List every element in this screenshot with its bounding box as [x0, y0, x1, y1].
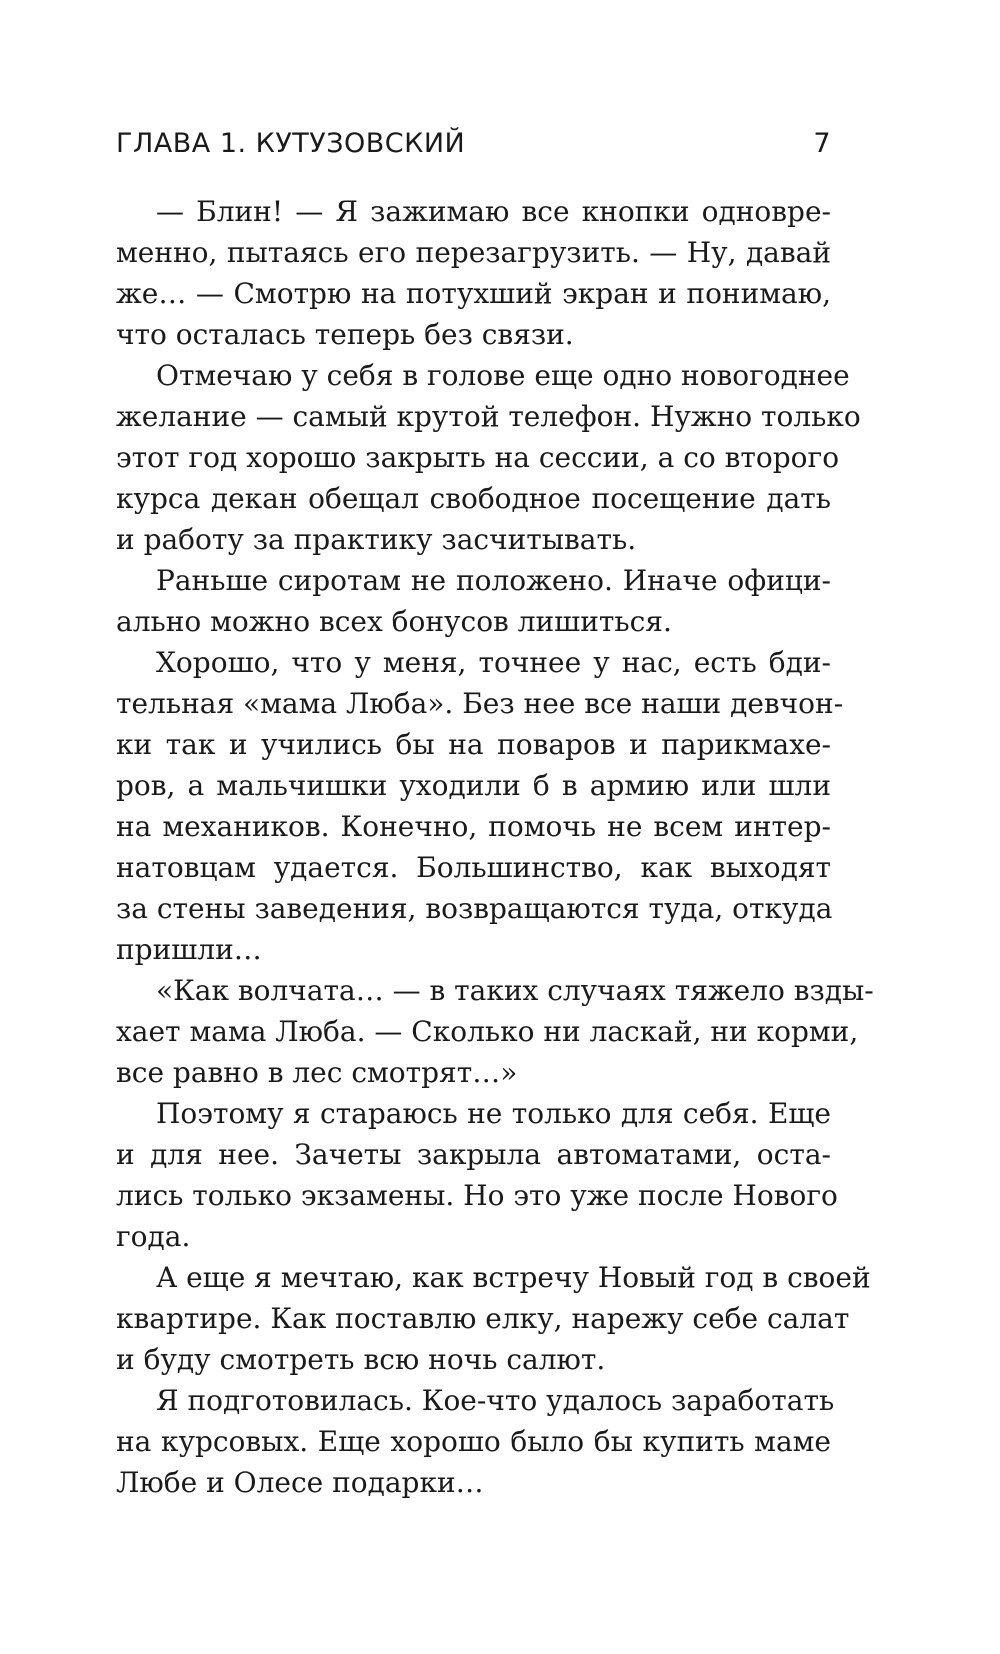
text-line: Любе и Олесе подарки… [116, 1466, 484, 1499]
running-header [116, 128, 831, 168]
page-number: 7 [813, 128, 831, 159]
text-line: тельная «мама Люба». Без нее все наши девчон- [116, 687, 844, 720]
text-line: на механиков. Конечно, помочь не всем интер- [116, 810, 831, 843]
text-line: «Как волчата… — в таких случаях тяжело взды- [156, 974, 874, 1007]
text-line: Я подготовилась. Кое-что удалось заработать [156, 1384, 835, 1417]
text-line: и буду смотреть всю ночь салют. [116, 1343, 606, 1376]
chapter-title: ГЛАВА 1. КУТУЗОВСКИЙ [116, 128, 466, 159]
text-line: же… — Смотрю на потухший экран и понимаю, [116, 277, 831, 310]
text-line: Отмечаю у себя в голове еще одно новогоднее [156, 359, 850, 392]
text-line: на курсовых. Еще хорошо было бы купить маме [116, 1425, 831, 1458]
text-line: квартире. Как поставлю елку, нарежу себе салат [116, 1302, 850, 1335]
text-line: ально можно всех бонусов лишиться. [116, 605, 672, 638]
text-line: ров, а мальчишки уходили б в армию или шли [116, 769, 831, 802]
text-line: курса декан обещал свободное посещение дать [116, 482, 831, 515]
text-line: все равно в лес смотрят…» [116, 1056, 518, 1089]
text-line: хает мама Люба. — Сколько ни ласкай, ни корми, [116, 1015, 859, 1048]
text-line: пришли… [116, 933, 262, 966]
text-line: Поэтому я стараюсь не только для себя. Еще [156, 1097, 831, 1130]
text-line: Хорошо, что у меня, точнее у нас, есть бди- [156, 646, 831, 679]
body-text [116, 191, 874, 1503]
text-line: лись только экзамены. Но это уже после Нового [116, 1179, 838, 1212]
text-line: что осталась теперь без связи. [116, 318, 574, 351]
text-line: А еще я мечтаю, как встречу Новый год в своей [156, 1261, 871, 1294]
text-line: желание — самый крутой телефон. Нужно только [116, 400, 861, 433]
text-line: натовцам удается. Большинство, как выходят [116, 851, 831, 884]
text-line: этот год хорошо закрыть на сессии, а со второго [116, 441, 840, 474]
text-line: за стены заведения, возвращаются туда, откуда [116, 892, 833, 925]
text-line: и для нее. Зачеты закрыла автоматами, оста- [116, 1138, 831, 1171]
text-line: менно, пытаясь его перезагрузить. — Ну, давай [116, 236, 831, 269]
text-line: ки так и учились бы на поваров и парикмахе- [116, 728, 831, 761]
text-line: Раньше сиротам не положено. Иначе офици- [156, 564, 831, 597]
text-line: — Блин! — Я зажимаю все кнопки одновре- [156, 195, 831, 228]
text-line: и работу за практику засчитывать. [116, 523, 637, 556]
text-line: года. [116, 1220, 191, 1253]
